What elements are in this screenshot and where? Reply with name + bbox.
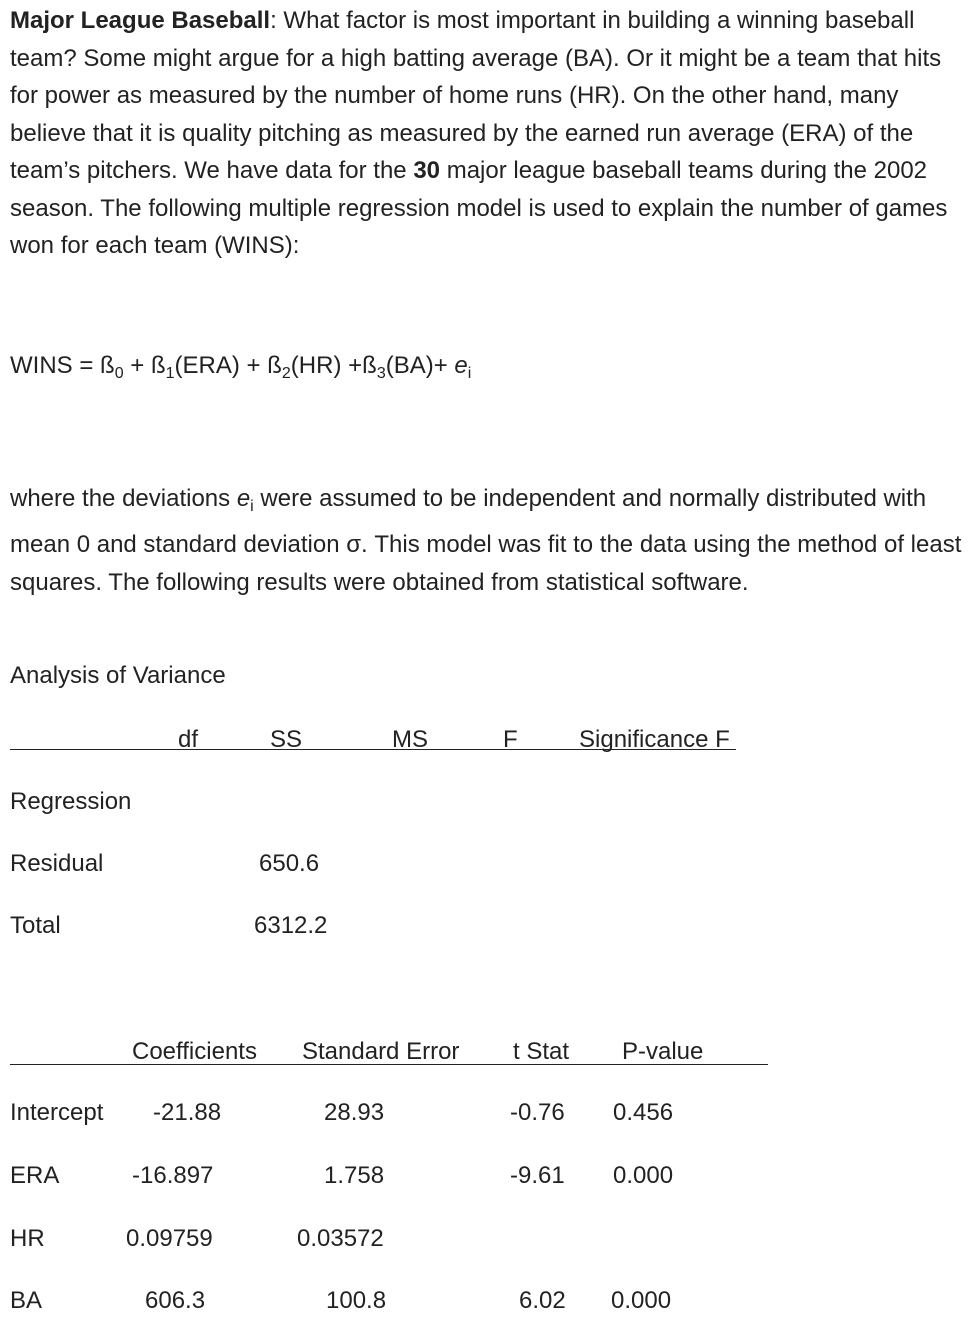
coef-row-label: Intercept bbox=[10, 1099, 104, 1126]
eq-beta0-sub: 0 bbox=[114, 365, 124, 382]
coef-row-coefficient: 0.09759 bbox=[126, 1225, 213, 1252]
desc-a: where the deviations bbox=[10, 485, 237, 512]
coef-row-coefficient: -16.897 bbox=[132, 1162, 214, 1189]
eq-lhs: WINS = bbox=[10, 352, 101, 379]
eq-era-term: (ERA) + bbox=[174, 352, 268, 379]
desc-error-term bbox=[236, 485, 254, 515]
eq-error-sub: i bbox=[467, 365, 472, 382]
coef-row-t-stat: -0.76 bbox=[510, 1099, 565, 1126]
anova-header-ss: SS bbox=[270, 726, 303, 753]
intro-team-count: 30 bbox=[413, 157, 441, 184]
desc-error-sub: i bbox=[250, 498, 254, 515]
coef-row-standard-error: 0.03572 bbox=[297, 1225, 384, 1252]
eq-beta0: ß bbox=[100, 352, 115, 379]
eq-error-term bbox=[454, 352, 472, 382]
coef-row-p-value: 0.000 bbox=[613, 1162, 674, 1189]
desc-c: . This model was fit to the data using the method of least squares. The following results were obtained from statistical software. bbox=[10, 531, 962, 596]
coef-row-t-stat: -9.61 bbox=[510, 1162, 565, 1189]
anova-row-ss: 6312.2 bbox=[254, 912, 328, 939]
eq-beta1-sub: 1 bbox=[165, 365, 175, 382]
eq-error-e: e bbox=[454, 352, 468, 379]
model-description bbox=[10, 480, 965, 602]
coef-row-standard-error: 1.758 bbox=[324, 1162, 385, 1189]
desc-b: were assumed to be independent and normally distributed with mean 0 and standard deviation bbox=[10, 485, 927, 558]
coef-row-label: BA bbox=[10, 1287, 43, 1314]
anova-row-label: Residual bbox=[10, 850, 104, 877]
anova-header-f: F bbox=[503, 726, 518, 753]
coef-row-label: HR bbox=[10, 1225, 45, 1252]
intro-bold-lead: Major League Baseball bbox=[10, 7, 271, 34]
anova-header-ms: MS bbox=[392, 726, 428, 753]
coef-row-t-stat: 6.02 bbox=[519, 1287, 566, 1314]
eq-beta2-sub: 2 bbox=[281, 365, 291, 382]
eq-beta3: ß bbox=[362, 352, 377, 379]
coef-row-coefficient: 606.3 bbox=[145, 1287, 206, 1314]
eq-beta3-sub: 3 bbox=[376, 365, 386, 382]
eq-beta2: ß bbox=[267, 352, 282, 379]
anova-title: Analysis of Variance bbox=[10, 662, 226, 689]
sigma-symbol: σ bbox=[346, 531, 362, 558]
coef-row-standard-error: 28.93 bbox=[324, 1099, 385, 1126]
coef-row-p-value: 0.000 bbox=[611, 1287, 672, 1314]
regression-equation bbox=[10, 352, 471, 383]
intro-text-a: : What factor is most important in building a winning baseball team? Some might argue for a high batting average (BA). Or it might be a team that hits for power as measured by the number of home runs (HR). On the other hand, many believe that it is quality pitching as measured by the earned run average (ERA) of the team’s pitchers. We have data for the bbox=[10, 7, 942, 184]
eq-beta1: ß bbox=[150, 352, 166, 379]
anova-header-df: df bbox=[178, 726, 199, 753]
coef-row-p-value: 0.456 bbox=[613, 1099, 674, 1126]
anova-header-significance-f: Significance F bbox=[579, 726, 730, 753]
intro-text-b: major league baseball teams during the 2002 season. The following multiple regression model is used to explain the number of games won for each team (WINS): bbox=[10, 157, 948, 259]
coef-header-t-stat: t Stat bbox=[513, 1038, 570, 1065]
eq-plus1: + bbox=[123, 352, 151, 379]
intro-paragraph bbox=[10, 2, 965, 265]
coef-header-coefficients: Coefficients bbox=[132, 1038, 257, 1065]
coef-row-coefficient: -21.88 bbox=[153, 1099, 222, 1126]
eq-hr-term: (HR) + bbox=[290, 352, 363, 379]
coef-row-standard-error: 100.8 bbox=[326, 1287, 387, 1314]
anova-row-ss: 650.6 bbox=[259, 850, 320, 877]
coef-header-p-value: P-value bbox=[622, 1038, 704, 1065]
desc-error-e: e bbox=[236, 485, 251, 512]
eq-ba-term: (BA)+ bbox=[385, 352, 455, 379]
coef-header-standard-error: Standard Error bbox=[302, 1038, 460, 1065]
anova-row-label: Regression bbox=[10, 788, 132, 815]
coef-row-label: ERA bbox=[10, 1162, 60, 1189]
anova-row-label: Total bbox=[10, 912, 61, 939]
